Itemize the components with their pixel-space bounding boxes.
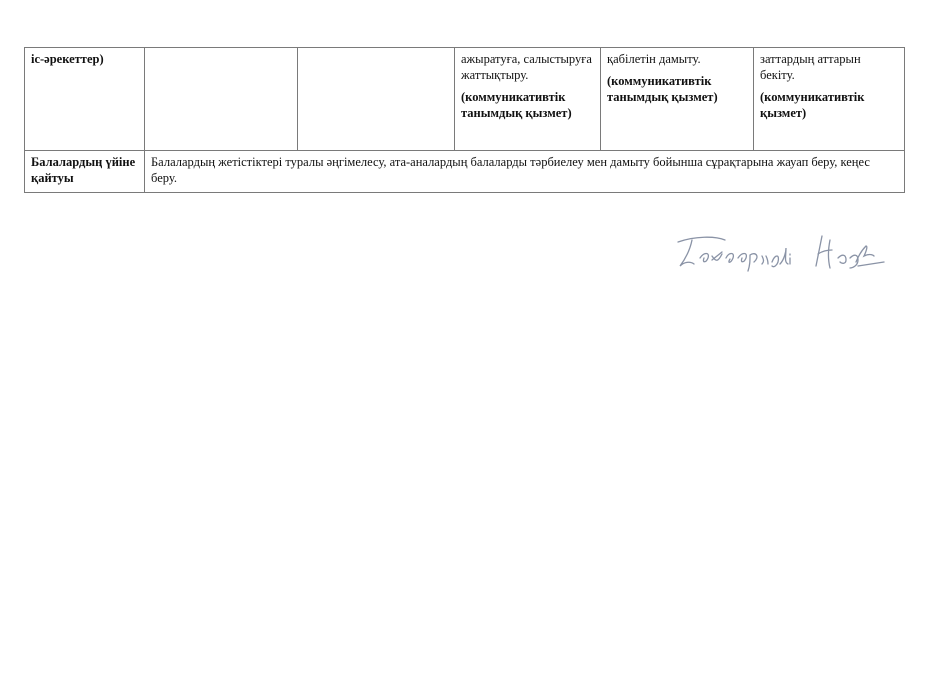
- plan-table: [24, 47, 905, 193]
- handwritten-signature: [670, 228, 900, 278]
- activity-text: қабілетін дамыту.: [607, 52, 701, 66]
- table-row: [25, 48, 905, 151]
- activity-tag: (коммуникативтік танымдық қызмет): [607, 74, 718, 104]
- activity-tag: (коммуникативтік қызмет): [760, 90, 865, 120]
- empty-cell: [298, 48, 455, 151]
- activity-text: ажыратуға, салыстыруға жаттықтыру.: [461, 52, 592, 82]
- departure-text: Балалардың жетістіктері туралы әңгімелесу, ата-аналардың балаларды тәрбиелеу мен дамыту бойынша сұрақтарына жауап беру, кеңес беру.: [151, 155, 870, 185]
- row-label: Балалардың үйіне қайтуы: [31, 155, 136, 185]
- activity-cell: [754, 48, 905, 151]
- activity-cell: [455, 48, 601, 151]
- row-label: іс-әрекеттер): [31, 52, 104, 66]
- empty-cell: [145, 48, 298, 151]
- activity-tag: (коммуникативтік танымдық қызмет): [461, 90, 572, 120]
- activity-text: заттардың аттарын бекіту.: [760, 52, 861, 82]
- merged-text-cell: [145, 151, 905, 193]
- row-label-cell: [25, 48, 145, 151]
- activity-cell: [601, 48, 754, 151]
- table-row: [25, 151, 905, 193]
- row-label-cell: [25, 151, 145, 193]
